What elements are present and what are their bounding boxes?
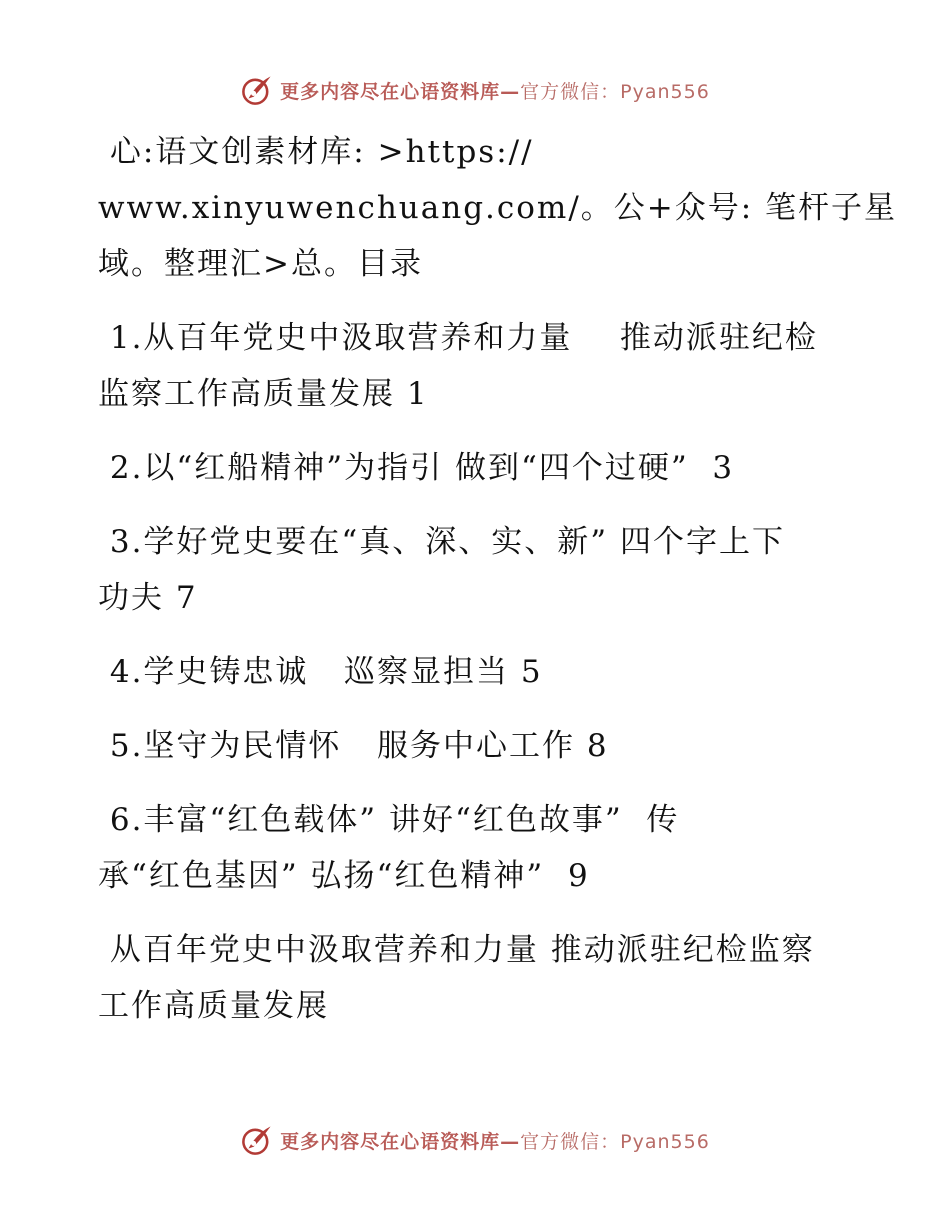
quill-logo-icon: [240, 1123, 274, 1157]
toc-item-4: 4.学史铸忠诚 巡察显担当 5: [98, 654, 543, 690]
banner-text: 更多内容尽在心语资料库—官方微信：Pyan556: [280, 80, 710, 103]
quill-logo-icon: [240, 73, 274, 107]
intro-line: 域。整理汇>总。目录: [98, 246, 423, 282]
footer-banner: [0, 1120, 950, 1160]
toc-item-2: 2.以“红船精神”为指引 做到“四个过硬” 3: [98, 450, 735, 486]
toc-item-3: 3.学好党史要在“真、深、实、新” 四个字上下 功夫 7: [98, 524, 785, 616]
banner-text: 更多内容尽在心语资料库—官方微信：Pyan556: [280, 1130, 710, 1153]
intro-line: www.xinyuwenchuang.com/。公+众号: 笔杆子星: [98, 190, 898, 226]
document-body: [98, 124, 898, 1034]
toc-item-5: 5.坚守为民情怀 服务中心工作 8: [98, 728, 609, 764]
section-heading: 从百年党史中汲取营养和力量 推动派驻纪检监察 工作高质量发展: [98, 932, 815, 1024]
intro-line: 心:语文创素材库: >https://: [98, 134, 534, 170]
toc-item-1: 1.从百年党史中汲取营养和力量 推动派驻纪检 监察工作高质量发展 1: [98, 320, 818, 412]
header-banner: [0, 70, 950, 110]
toc-item-6: 6.丰富“红色载体” 讲好“红色故事” 传 承“红色基因” 弘扬“红色精神” 9: [98, 802, 680, 894]
